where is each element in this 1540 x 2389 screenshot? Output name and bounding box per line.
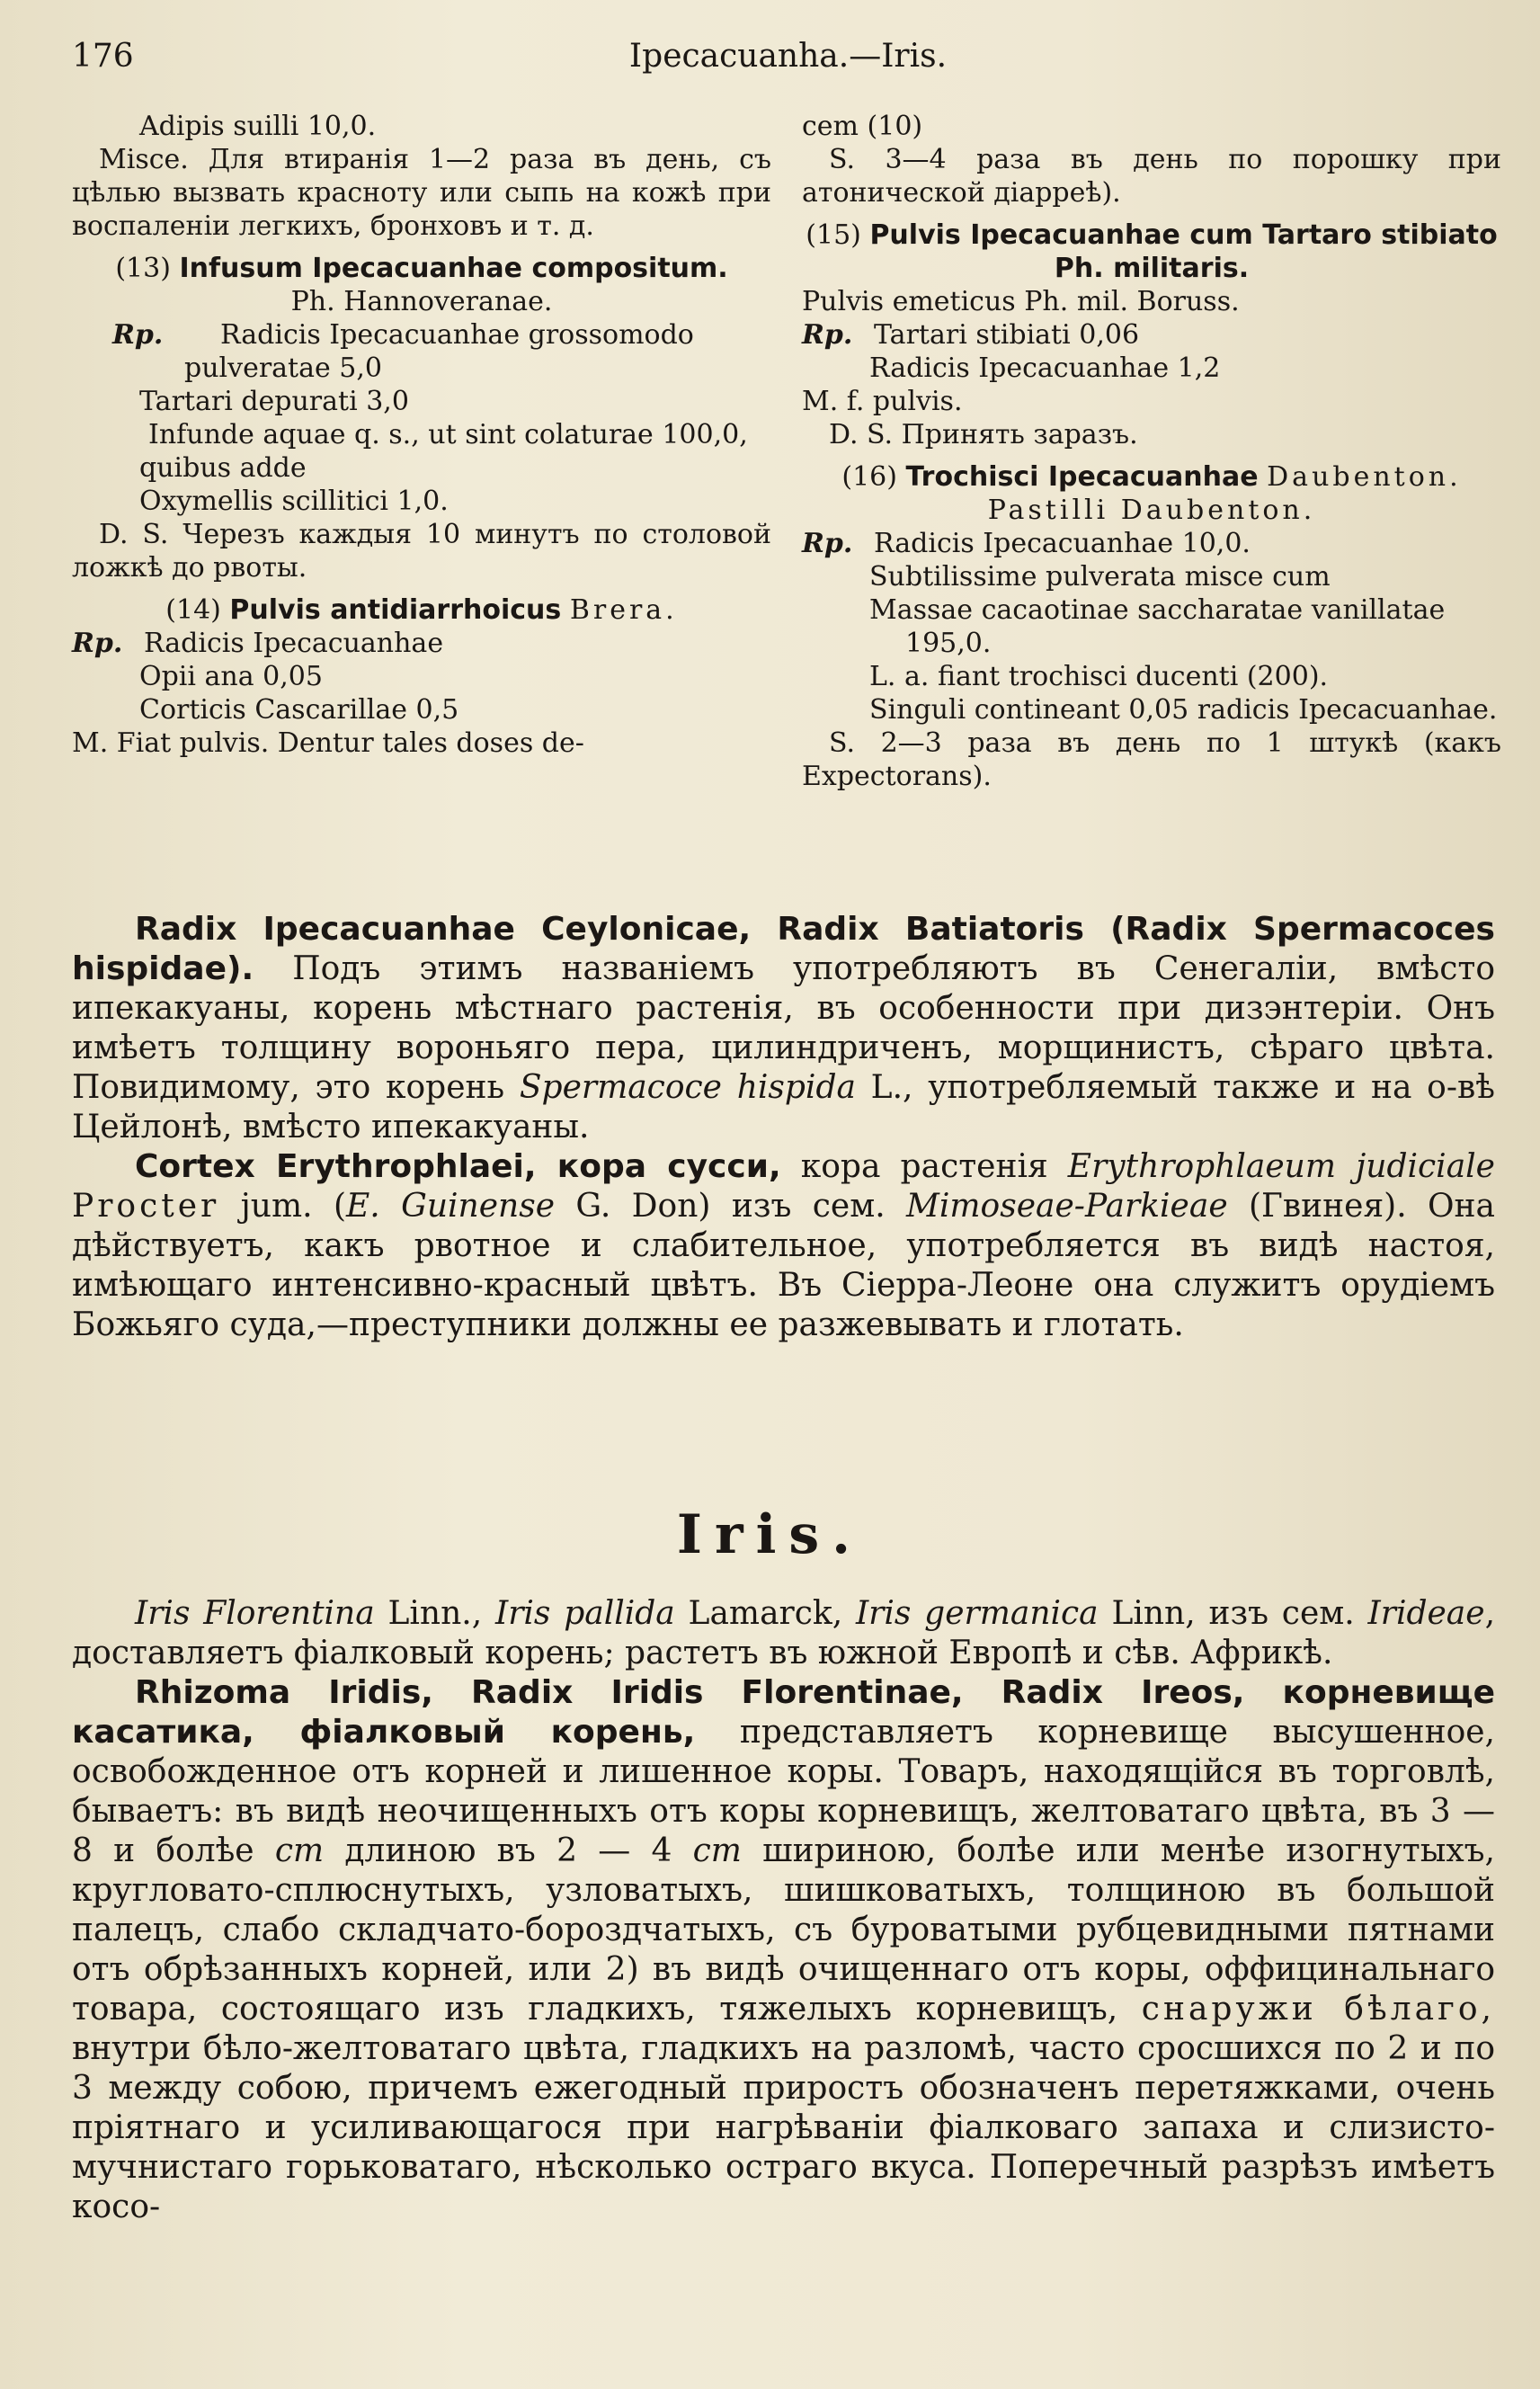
right-column (802, 110, 1501, 793)
recipe-13-source: Ph. Hannoveranae. (290, 286, 553, 317)
recipe-line: Oxymellis scillitici 1,0. (139, 486, 449, 517)
recipe-line: Tartari depurati 3,0 (139, 386, 409, 417)
recipe-line: Pulvis emeticus Ph. mil. Boruss. (802, 286, 1240, 317)
recipe-line: Radicis Ipecacuanhae 1,2 (869, 352, 1221, 384)
recipe-line: Rp. Tartari stibiati 0,06 (802, 319, 1140, 351)
iris-intro-paragraph: Iris Florentina Linn., Iris pallida Lamarck, Iris germanica Linn, изъ сем. Irideae, доставляетъ фіалковый корень; растетъ въ южной Европѣ и сѣв. Африкѣ. (72, 1595, 1496, 1671)
recipe-line: Adipis suilli 10,0. (139, 111, 377, 142)
cortex-paragraph: Cortex Erythrophlaei, кора сусси, кора растенія Erythrophlaeum judiciale Procter jum. (E. Guinense G. Don) изъ сем. Mimoseae-Parkieae (Гвинея). Она дѣйствуетъ, какъ рвотное и слабительное, употребляется въ видѣ настоя, имѣющаго интенсивно-красный цвѣтъ. Въ Сіерра-Леоне она служитъ орудіемъ Божьяго суда,—преступники должны ее разжевывать и глотать. (72, 1148, 1495, 1343)
recipe-line: Subtilissime pulverata misce cum (869, 561, 1331, 593)
ceylon-paragraph: Radix Ipecacuanhae Ceylonicae, Radix Batiatoris (Radix Spermacoces hispidae). Подъ этимъ названіемъ употребляютъ въ Сенегаліи, вмѣсто ипекакуаны, корень мѣстнаго растенія, въ особенности при дизэнтеріи. Онъ имѣетъ толщину вороньяго пера, цилиндриченъ, морщинистъ, сѣраго цвѣта. Повидимому, это корень Spermacoce hispida L., употребляемый также и на о-вѣ Цейлонѣ, вмѣсто ипекакуаны. (72, 911, 1496, 1145)
recipe-signa: D. S. Черезъ каждыя 10 минутъ по столовой ложкѣ до рвоты. (72, 519, 771, 584)
paragraph: Misce. Для втиранія 1—2 раза въ день, съ цѣлью вызвать красноту или сыпь на кожѣ при воспаленіи легкихъ, бронховъ и т. д. (72, 144, 771, 242)
iris-section (72, 1594, 1495, 2227)
recipe-line: Rp. Radicis Ipecacuanhae grossomodo pulveratae 5,0 (112, 319, 694, 384)
recipe-15-title: (15) Pulvis Ipecacuanhae cum Tartaro stibiato Ph. militaris. (806, 219, 1498, 284)
section-title-iris: Iris. (676, 1503, 864, 1566)
page-header (72, 38, 1504, 81)
recipe-14-title: (14) Pulvis antidiarrhoicus Brera. (165, 594, 678, 626)
recipe-line: L. a. fiant trochisci ducenti (200). (869, 661, 1329, 692)
recipe-16-title: (16) Trochisci Ipecacuanhae Daubenton. (841, 461, 1462, 493)
ceylon-section (72, 910, 1495, 1345)
rhizoma-paragraph: Rhizoma Iridis, Radix Iridis Florentinae, Radix Ireos, корневище касатика, фіалковый корень, представляетъ корневище высушенное, освобожденное отъ корней и лишенное коры. Товаръ, находящійся въ торговлѣ, бываетъ: въ видѣ неочищенныхъ отъ коры корневищъ, желтоватаго цвѣта, въ 3 — 8 и болѣе cm длиною въ 2 — 4 cm шириною, болѣе или менѣе изогнутыхъ, кругловато-сплюснутыхъ, узловатыхъ, шишковатыхъ, толщиною въ большой палецъ, слабо складчато-бороздчатыхъ, съ буроватыми рубцевидными пятнами отъ обрѣзанныхъ корней, или 2) въ видѣ очищеннаго отъ коры, оффицинальнаго товара, состоящаго изъ гладкихъ, тяжелыхъ корневищъ, снаружи бѣлаго, внутри бѣло-желтоватаго цвѣта, гладкихъ на разломѣ, часто сросшихся по 2 и по 3 между собою, причемъ ежегодный приростъ обозначенъ перетяжками, очень пріятнаго и усиливающагося при нагрѣваніи фіалковаго запаха и слизисто-мучнистаго горьковатаго, нѣсколько остраго вкуса. Поперечный разрѣзъ имѣетъ косо- (72, 1674, 1496, 2225)
running-title: Ipecacuanha.—Iris. (628, 38, 948, 75)
recipe-signa: D. S. Принять заразъ. (829, 419, 1138, 450)
recipe-16-alt-name: Pastilli Daubenton. (987, 495, 1316, 526)
left-column (72, 110, 771, 760)
recipe-line: Rp. Radicis Ipecacuanhae (72, 628, 444, 659)
recipe-line: M. Fiat pulvis. Dentur tales doses de- (72, 727, 584, 759)
recipe-line: Opii ana 0,05 (139, 661, 323, 692)
recipe-line: Rp. Radicis Ipecacuanhae 10,0. (802, 528, 1251, 559)
recipe-13-title: (13) Infusum Ipecacuanhae compositum. (115, 253, 728, 284)
recipe-line: cem (10) (802, 111, 923, 142)
two-column-recipes (72, 110, 1501, 901)
recipe-line: quibus adde (139, 452, 307, 484)
recipe-signa: S. 3—4 раза въ день по порошку при атонической діарреѣ). (802, 144, 1501, 209)
recipe-line: Corticis Cascarillae 0,5 (139, 694, 459, 726)
page-number: 176 (72, 38, 134, 75)
recipe-line: Singuli contineant 0,05 radicis Ipecacuanhae. (869, 694, 1498, 726)
recipe-line: M. f. pulvis. (802, 386, 963, 417)
recipe-signa: S. 2—3 раза въ день по 1 штукѣ (какъ Expectorans). (802, 727, 1501, 792)
recipe-line: Infunde aquae q. s., ut sint colaturae 100,0, (148, 419, 748, 450)
recipe-line: Massae cacaotinae saccharatae vanillatae 195,0. (869, 594, 1446, 659)
